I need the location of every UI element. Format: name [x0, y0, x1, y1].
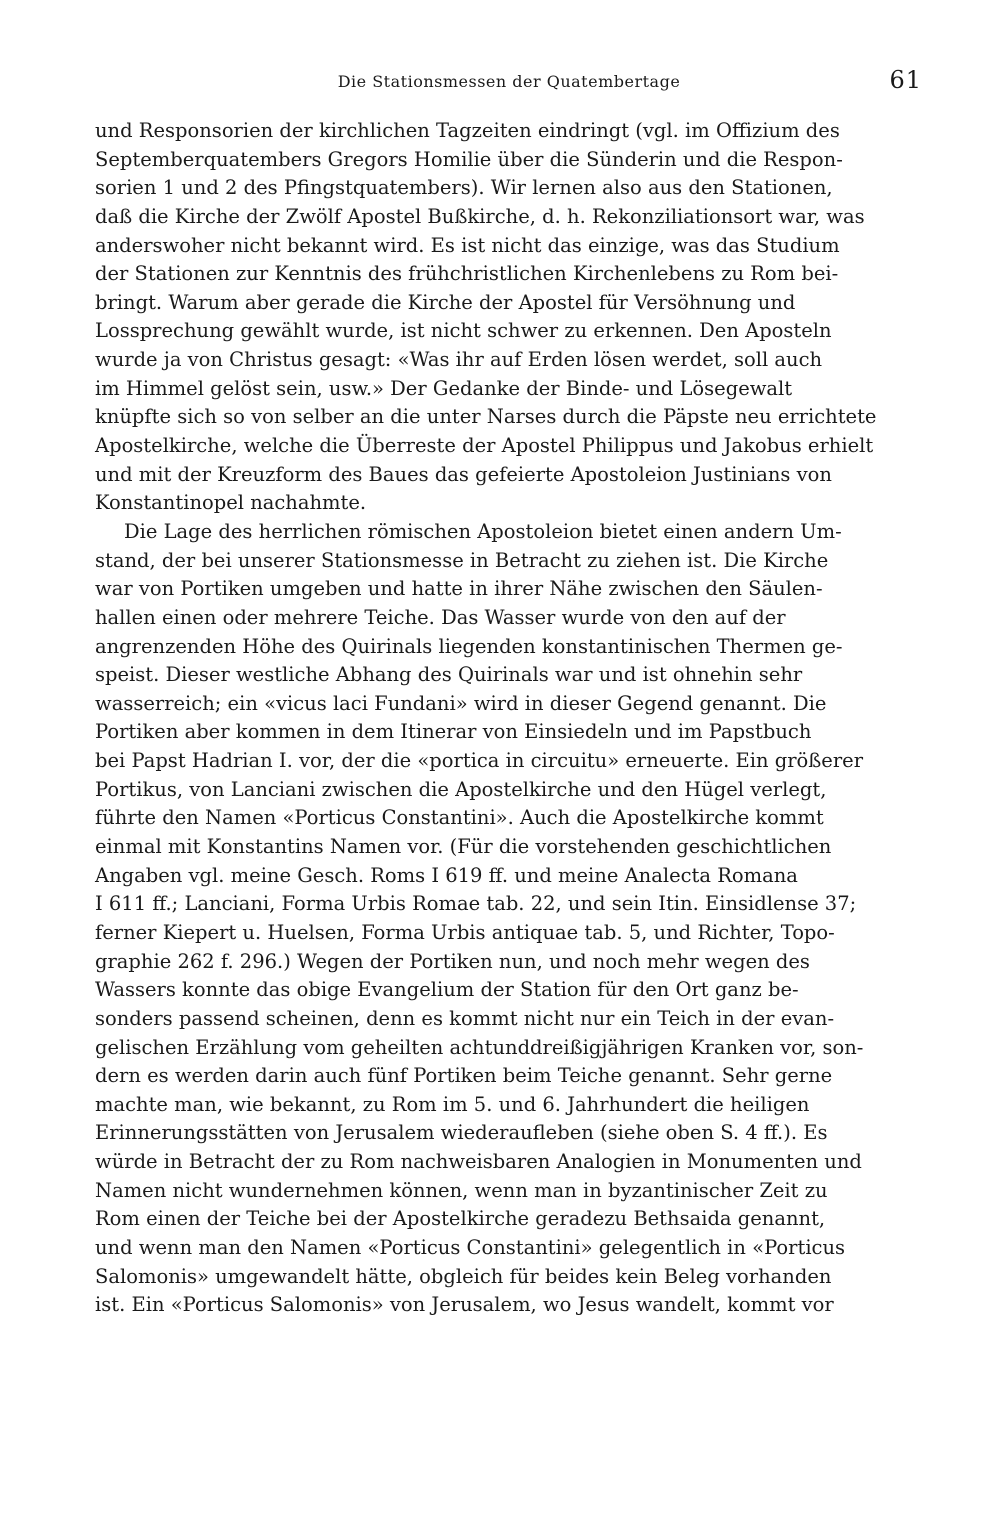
- text-line: Portikus, von Lanciani zwischen die Apostelkirche und den Hügel verlegt,: [95, 777, 827, 801]
- text-line: und Responsorien der kirchlichen Tagzeiten eindringt (vgl. im Offizium des: [95, 119, 840, 142]
- running-head: [96, 66, 922, 96]
- text-line: und mit der Kreuzform des Baues das gefeierte Apostoleion Justinians von: [95, 462, 832, 486]
- text-line: gelischen Erzählung vom geheilten achtunddreißigjährigen Kranken vor, son-: [95, 1035, 864, 1059]
- text-line: Lossprechung gewählt wurde, ist nicht schwer zu erkennen. Den Aposteln: [95, 319, 832, 343]
- text-line: speist. Dieser westliche Abhang des Quirinals war und ist ohnehin sehr: [95, 663, 803, 687]
- text-line: I 611 ff.; Lanciani, Forma Urbis Romae tab. 22, und sein Itin. Einsidlense 37;: [95, 892, 857, 916]
- text-line: führte den Namen «Porticus Constantini». Auch die Apostelkirche kommt: [95, 806, 824, 830]
- text-line: Portiken aber kommen in dem Itinerar von Einsiedeln und im Papstbuch: [95, 720, 812, 744]
- text-line: Namen nicht wundernehmen können, wenn man in byzantinischer Zeit zu: [95, 1178, 828, 1202]
- text-line: ferner Kiepert u. Huelsen, Forma Urbis antiquae tab. 5, und Richter, Topo-: [95, 920, 835, 944]
- text-line: Rom einen der Teiche bei der Apostelkirche geradezu Bethsaida genannt,: [95, 1207, 826, 1231]
- text-line: Erinnerungsstätten von Jerusalem wiederaufleben (siehe oben S. 4 ff.). Es: [95, 1121, 828, 1145]
- text-line: der Stationen zur Kenntnis des frühchristlichen Kirchenlebens zu Rom bei-: [95, 262, 839, 286]
- text-line: daß die Kirche der Zwölf Apostel Bußkirche, d. h. Rekonziliationsort war, was: [95, 204, 865, 228]
- text-line: sonders passend scheinen, denn es kommt nicht nur ein Teich in der evan-: [95, 1006, 835, 1030]
- body-text: [95, 117, 921, 1320]
- page-number: 61: [889, 66, 922, 94]
- text-line: Konstantinopel nachahmte.: [95, 491, 367, 515]
- text-line: wasserreich; ein «vicus laci Fundani» wird in dieser Gegend genannt. Die: [95, 691, 827, 715]
- text-line: machte man, wie bekannt, zu Rom im 5. und 6. Jahrhundert die heiligen: [95, 1092, 810, 1116]
- text-line: bei Papst Hadrian I. vor, der die «portica in circuitu» erneuerte. Ein größerer: [95, 749, 864, 773]
- text-line: knüpfte sich so von selber an die unter Narses durch die Päpste neu errichtete: [95, 405, 877, 429]
- running-title: Die Stationsmessen der Quatembertage: [337, 72, 681, 91]
- text-line: ist. Ein «Porticus Salomonis» von Jerusalem, wo Jesus wandelt, kommt vor: [95, 1293, 834, 1317]
- text-line: Salomonis» umgewandelt hätte, obgleich für beides kein Beleg vorhanden: [95, 1264, 832, 1288]
- text-line: sorien 1 und 2 des Pfingstquatembers). Wir lernen also aus den Stationen,: [95, 176, 833, 200]
- text-line: graphie 262 f. 296.) Wegen der Portiken nun, und noch mehr wegen des: [95, 949, 810, 973]
- text-line: angrenzenden Höhe des Quirinals liegenden konstantinischen Thermen ge-: [95, 634, 843, 658]
- text-line: im Himmel gelöst sein, usw.» Der Gedanke der Binde- und Lösegewalt: [95, 376, 793, 400]
- text-line: würde in Betracht der zu Rom nachweisbaren Analogien in Monumenten und: [95, 1150, 862, 1174]
- text-line: Septemberquatembers Gregors Homilie über die Sünderin und die Respon-: [95, 147, 843, 171]
- text-line: wurde ja von Christus gesagt: «Was ihr auf Erden lösen werdet, soll auch: [95, 348, 823, 372]
- text-line: hallen einen oder mehrere Teiche. Das Wasser wurde von den auf der: [95, 605, 786, 629]
- text-line: Wassers konnte das obige Evangelium der Station für den Ort ganz be-: [95, 978, 799, 1002]
- text-line: bringt. Warum aber gerade die Kirche der Apostel für Versöhnung und: [95, 290, 796, 314]
- text-line: Angaben vgl. meine Gesch. Roms I 619 ff. und meine Analecta Romana: [95, 863, 798, 887]
- text-line: stand, der bei unserer Stationsmesse in Betracht zu ziehen ist. Die Kirche: [95, 548, 829, 572]
- text-line: Apostelkirche, welche die Überreste der Apostel Philippus und Jakobus erhielt: [95, 434, 874, 458]
- text-line: anderswoher nicht bekannt wird. Es ist nicht das einzige, was das Studium: [95, 233, 840, 257]
- text-line: Die Lage des herrlichen römischen Apostoleion bietet einen andern Um-: [124, 519, 842, 543]
- text-line: und wenn man den Namen «Porticus Constantini» gelegentlich in «Porticus: [95, 1235, 846, 1259]
- text-line: war von Portiken umgeben und hatte in ihrer Nähe zwischen den Säulen-: [95, 577, 823, 601]
- text-line: einmal mit Konstantins Namen vor. (Für die vorstehenden geschichtlichen: [95, 835, 832, 859]
- text-line: dern es werden darin auch fünf Portiken beim Teiche genannt. Sehr gerne: [95, 1064, 833, 1088]
